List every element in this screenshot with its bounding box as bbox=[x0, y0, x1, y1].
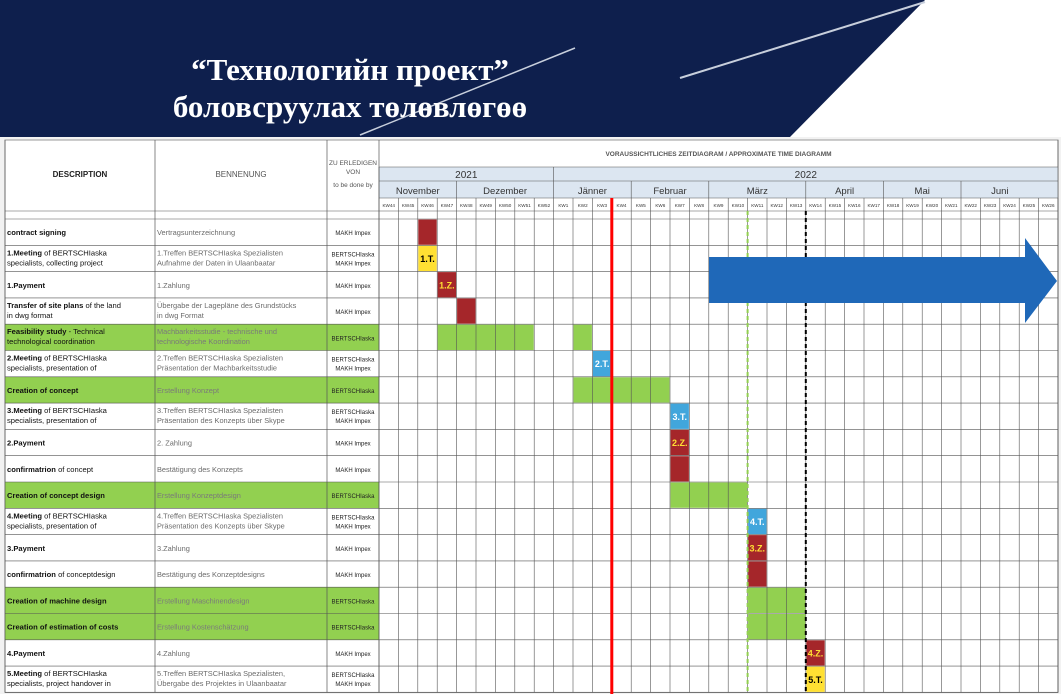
slide-header bbox=[0, 0, 1061, 137]
week-label: KW47 bbox=[440, 203, 454, 208]
week-label: KW4 bbox=[616, 203, 627, 208]
row-responsible: BERTSCHIaska bbox=[331, 252, 375, 259]
header-bennenung: BENNENUNG bbox=[215, 170, 267, 179]
week-label: KW16 bbox=[848, 203, 861, 208]
row-bennenung: Erstellung Maschinendesign bbox=[157, 596, 250, 606]
row-responsible: BERTSCHIaska bbox=[331, 515, 375, 522]
week-label: KW46 bbox=[421, 203, 434, 208]
row-bennenung: Übergabe des Projektes in Ulaanbaatar bbox=[157, 679, 287, 689]
row-bennenung: 4.Treffen BERTSCHIaska Spezialisten bbox=[157, 511, 283, 521]
week-label: KW8 bbox=[694, 203, 705, 208]
row-description: 1.Payment bbox=[7, 280, 45, 290]
bar-label: 2.T. bbox=[594, 359, 610, 370]
week-label: KW5 bbox=[635, 203, 646, 208]
row-bennenung: Übergabe der Lagepläne des Grundstücks bbox=[157, 300, 297, 310]
month-label: April bbox=[835, 186, 855, 197]
week-label: KW19 bbox=[906, 203, 919, 208]
row-responsible: BERTSCHIaska bbox=[331, 599, 375, 606]
header-description: DESCRIPTION bbox=[52, 170, 108, 179]
bar-label: 3.Z. bbox=[749, 543, 766, 554]
week-label: KW1 bbox=[558, 203, 569, 208]
row-bennenung: 1.Treffen BERTSCHIaska Spezialisten bbox=[157, 248, 283, 258]
week-label: KW20 bbox=[925, 203, 939, 208]
week-label: KW45 bbox=[401, 203, 415, 208]
header-to-be-done-by: to be done by bbox=[333, 182, 373, 189]
row-description: 3.Payment bbox=[7, 543, 45, 553]
row-description: Creation of machine design bbox=[7, 596, 107, 606]
gantt-bar bbox=[574, 325, 592, 350]
row-responsible: MAKH Impex bbox=[335, 467, 371, 474]
row-responsible: MAKH Impex bbox=[335, 441, 371, 448]
week-label: KW44 bbox=[382, 203, 395, 208]
week-label: KW17 bbox=[867, 203, 880, 208]
year-header-fill bbox=[379, 167, 1058, 181]
week-label: KW49 bbox=[479, 203, 492, 208]
bar-label: 1.Z. bbox=[439, 280, 455, 291]
row-responsible: MAKH Impex bbox=[335, 419, 371, 426]
row-description: contract signing bbox=[7, 228, 67, 238]
row-description: Creation of concept design bbox=[7, 491, 105, 501]
row-description: confirmatrion of concept bbox=[7, 464, 94, 474]
row-description: Creation of concept bbox=[7, 385, 79, 395]
row-description: technological coordination bbox=[7, 337, 95, 347]
week-label: KW18 bbox=[886, 203, 900, 208]
row-responsible: MAKH Impex bbox=[335, 651, 371, 658]
month-label: Juni bbox=[991, 186, 1009, 197]
month-label: Mai bbox=[914, 186, 930, 197]
gantt-bar bbox=[438, 325, 534, 350]
week-label: KW23 bbox=[983, 203, 997, 208]
slide-title-line-2: боловсруулах төлөвлөгөө bbox=[172, 89, 528, 124]
row-bennenung: Präsentation des Konzepts über Skype bbox=[157, 416, 285, 426]
week-label: KW6 bbox=[655, 203, 666, 208]
row-responsible: MAKH Impex bbox=[335, 573, 371, 580]
row-bennenung: technologische Koordination bbox=[157, 337, 250, 347]
row-description: specialists, presentation of bbox=[7, 521, 97, 531]
row-description: specialists, presentation of bbox=[7, 416, 97, 426]
bar-label: 2.Z. bbox=[671, 438, 688, 449]
row-bennenung: Bestätigung des Konzepts bbox=[157, 464, 243, 474]
gantt-bar bbox=[748, 561, 766, 586]
header-diagram-title: VORAUSSICHTLICHES ZEITDIAGRAM / APPROXIMATE TIME DIAGRAMM bbox=[605, 151, 832, 158]
week-label: KW50 bbox=[498, 203, 512, 208]
week-label: KW2 bbox=[577, 203, 588, 208]
month-label: November bbox=[395, 186, 440, 197]
row-responsible: BERTSCHIaska bbox=[331, 357, 375, 364]
row-bennenung: 2.Treffen BERTSCHIaska Spezialisten bbox=[157, 353, 283, 363]
row-responsible: BERTSCHIaska bbox=[331, 388, 375, 395]
row-bennenung: 3.Zahlung bbox=[157, 543, 190, 553]
row-responsible: MAKH Impex bbox=[335, 366, 371, 373]
row-description: 4.Payment bbox=[7, 648, 45, 658]
week-label: KW15 bbox=[828, 203, 842, 208]
row-description: Creation of estimation of costs bbox=[7, 622, 119, 632]
gantt-table bbox=[0, 137, 1061, 694]
slide-title-line-1: “Технологийн проект” bbox=[191, 52, 509, 87]
row-description: specialists, collecting project bbox=[7, 258, 103, 268]
row-responsible: MAKH Impex bbox=[335, 310, 371, 317]
week-label: KW26 bbox=[1042, 203, 1055, 208]
row-description: 4.Meeting of BERTSCHIaska bbox=[7, 511, 107, 521]
week-label: KW11 bbox=[751, 203, 764, 208]
week-label: KW9 bbox=[713, 203, 724, 208]
row-bennenung: Vertragsunterzeichnung bbox=[157, 228, 236, 238]
month-header-fill bbox=[379, 181, 1058, 198]
row-description: specialists, project handover in bbox=[7, 679, 111, 689]
row-bennenung: 5.Treffen BERTSCHIaska Spezialisten, bbox=[157, 669, 286, 679]
header-von: VON bbox=[345, 169, 361, 176]
row-responsible: MAKH Impex bbox=[335, 682, 371, 689]
month-label: März bbox=[746, 186, 768, 197]
bar-label: 3.T. bbox=[672, 411, 687, 422]
week-label: KW21 bbox=[945, 203, 958, 208]
year-label: 2022 bbox=[794, 170, 817, 181]
row-bennenung: Aufnahme der Daten in Ulaanbaatar bbox=[157, 258, 276, 268]
row-responsible: MAKH Impex bbox=[335, 261, 371, 268]
month-label: Dezember bbox=[483, 186, 528, 197]
week-label: KW13 bbox=[789, 203, 803, 208]
row-bennenung: 2. Zahlung bbox=[157, 438, 192, 448]
row-bennenung: Bestätigung des Konzeptdesigns bbox=[157, 570, 265, 580]
row-description: Transfer of site plans of the land bbox=[7, 300, 121, 310]
month-label: Jänner bbox=[577, 186, 607, 197]
gantt-bar bbox=[574, 377, 670, 402]
row-responsible: MAKH Impex bbox=[335, 283, 371, 290]
bar-label: 4.Z. bbox=[807, 648, 824, 659]
row-responsible: MAKH Impex bbox=[335, 546, 371, 553]
row-bennenung: Machbarkeitsstudie - technische und bbox=[157, 327, 277, 337]
gantt-bar bbox=[748, 588, 805, 613]
row-description: 3.Meeting of BERTSCHIaska bbox=[7, 406, 107, 416]
header-zu-erledigen: ZU ERLEDIGEN bbox=[328, 160, 378, 167]
week-label: KW7 bbox=[674, 203, 685, 208]
row-description: 2.Payment bbox=[7, 438, 45, 448]
gantt-bar bbox=[457, 298, 475, 323]
bar-label: 1.T. bbox=[420, 253, 435, 264]
row-responsible: MAKH Impex bbox=[335, 231, 371, 238]
row-description: in dwg format bbox=[7, 310, 53, 320]
week-label: KW3 bbox=[597, 203, 608, 208]
row-responsible: MAKH Impex bbox=[335, 524, 371, 531]
row-bennenung: 4.Zahlung bbox=[157, 648, 190, 658]
week-label: KW52 bbox=[537, 203, 551, 208]
week-label: KW48 bbox=[460, 203, 473, 208]
bar-label: 5.T. bbox=[808, 674, 823, 685]
week-label: KW25 bbox=[1022, 203, 1036, 208]
row-description: 2.Meeting of BERTSCHIaska bbox=[7, 353, 107, 363]
month-label: Februar bbox=[653, 186, 687, 197]
week-label: KW22 bbox=[964, 203, 977, 208]
gantt-bar bbox=[748, 614, 805, 639]
row-bennenung: 3.Treffen BERTSCHIaska Spezialisten bbox=[157, 406, 283, 416]
gantt-bar bbox=[418, 220, 436, 245]
week-label: KW24 bbox=[1003, 203, 1016, 208]
row-bennenung: Präsentation des Konzepts über Skype bbox=[157, 521, 285, 531]
row-description: 5.Meeting of BERTSCHIaska bbox=[7, 669, 107, 679]
week-label: KW12 bbox=[770, 203, 783, 208]
row-description: specialists, presentation of bbox=[7, 363, 97, 373]
bar-label: 4.T. bbox=[750, 516, 765, 527]
gantt-bar bbox=[671, 456, 689, 481]
row-responsible: BERTSCHIaska bbox=[331, 336, 375, 343]
row-bennenung: Erstellung Konzept bbox=[157, 385, 220, 395]
year-label: 2021 bbox=[455, 170, 478, 181]
row-responsible: BERTSCHIaska bbox=[331, 625, 375, 632]
row-responsible: BERTSCHIaska bbox=[331, 494, 375, 501]
week-label: KW10 bbox=[731, 203, 745, 208]
row-responsible: BERTSCHIaska bbox=[331, 410, 375, 417]
row-description: 1.Meeting of BERTSCHIaska bbox=[7, 248, 107, 258]
row-bennenung: 1.Zahlung bbox=[157, 280, 190, 290]
row-description: confirmatrion of conceptdesign bbox=[7, 570, 116, 580]
row-bennenung: in dwg Format bbox=[157, 310, 204, 320]
row-bennenung: Erstellung Kostenschätzung bbox=[157, 622, 249, 632]
gantt-chart bbox=[0, 137, 1061, 694]
week-label: KW14 bbox=[809, 203, 822, 208]
row-bennenung: Erstellung Konzeptdesign bbox=[157, 491, 241, 501]
week-label: KW51 bbox=[518, 203, 531, 208]
row-bennenung: Präsentation der Machbarkeitsstudie bbox=[157, 363, 277, 373]
row-description: Feasibility study - Technical bbox=[7, 327, 105, 337]
row-responsible: BERTSCHIaska bbox=[331, 673, 375, 680]
